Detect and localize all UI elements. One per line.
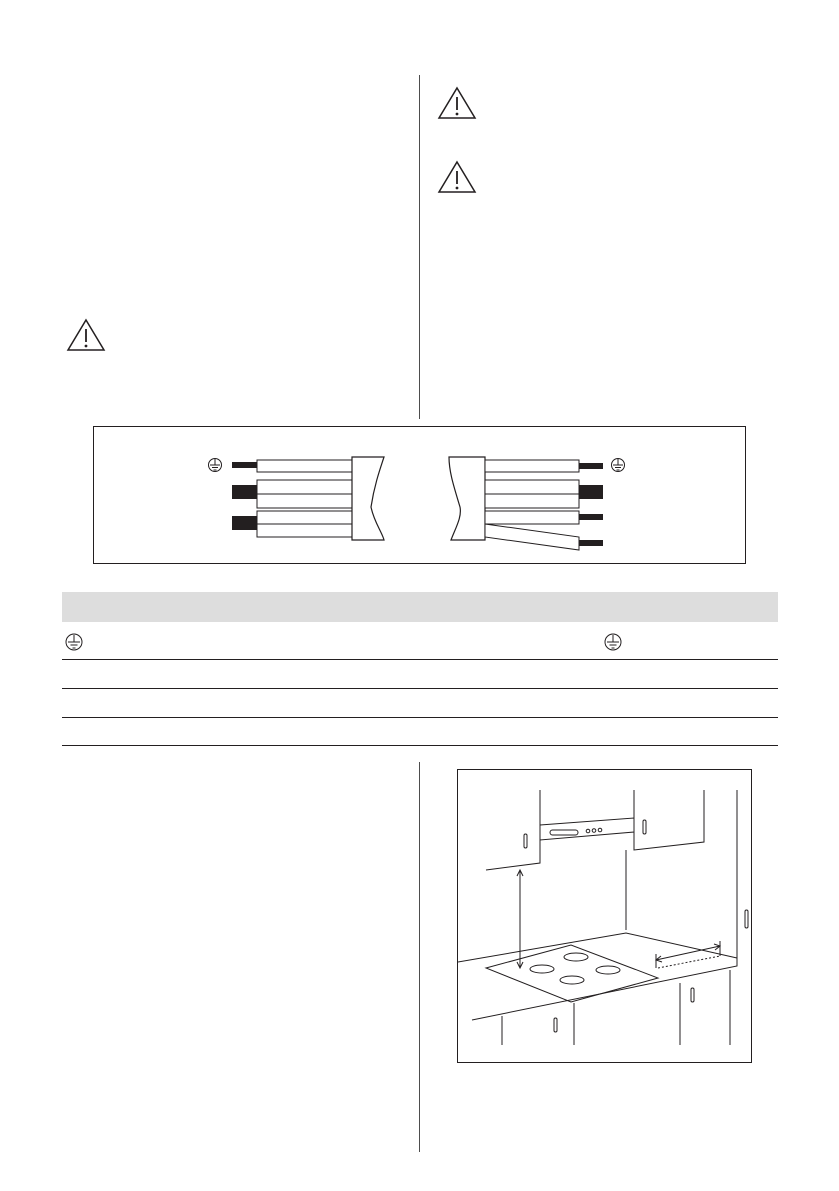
table-row-divider (62, 659, 778, 660)
bottom-column-divider (419, 762, 420, 1152)
earth-ground-icon (603, 632, 623, 652)
right-terminal-4 (579, 540, 603, 546)
table-header (62, 592, 778, 622)
left-terminal-3 (232, 516, 257, 530)
right-terminal-2 (579, 485, 603, 499)
right-terminal-1 (579, 463, 603, 469)
table-row-divider (62, 717, 778, 718)
table-row-divider (62, 745, 778, 746)
left-terminal-2 (232, 485, 257, 499)
earth-ground-icon (64, 632, 84, 652)
table-row-divider (62, 688, 778, 689)
earth-ground-icon (612, 459, 625, 472)
earth-ground-icon (209, 459, 222, 472)
installation-figure (457, 769, 752, 1063)
warning-triangle-icon (437, 160, 477, 194)
warning-triangle-icon (437, 86, 477, 120)
wiring-diagram-drawing (94, 427, 745, 563)
warning-triangle-icon (66, 318, 106, 352)
left-terminal-1 (232, 462, 257, 468)
wiring-diagram (93, 426, 746, 564)
top-column-divider (419, 75, 420, 419)
right-terminal-3 (579, 514, 603, 520)
kitchen-installation-drawing (458, 770, 751, 1062)
